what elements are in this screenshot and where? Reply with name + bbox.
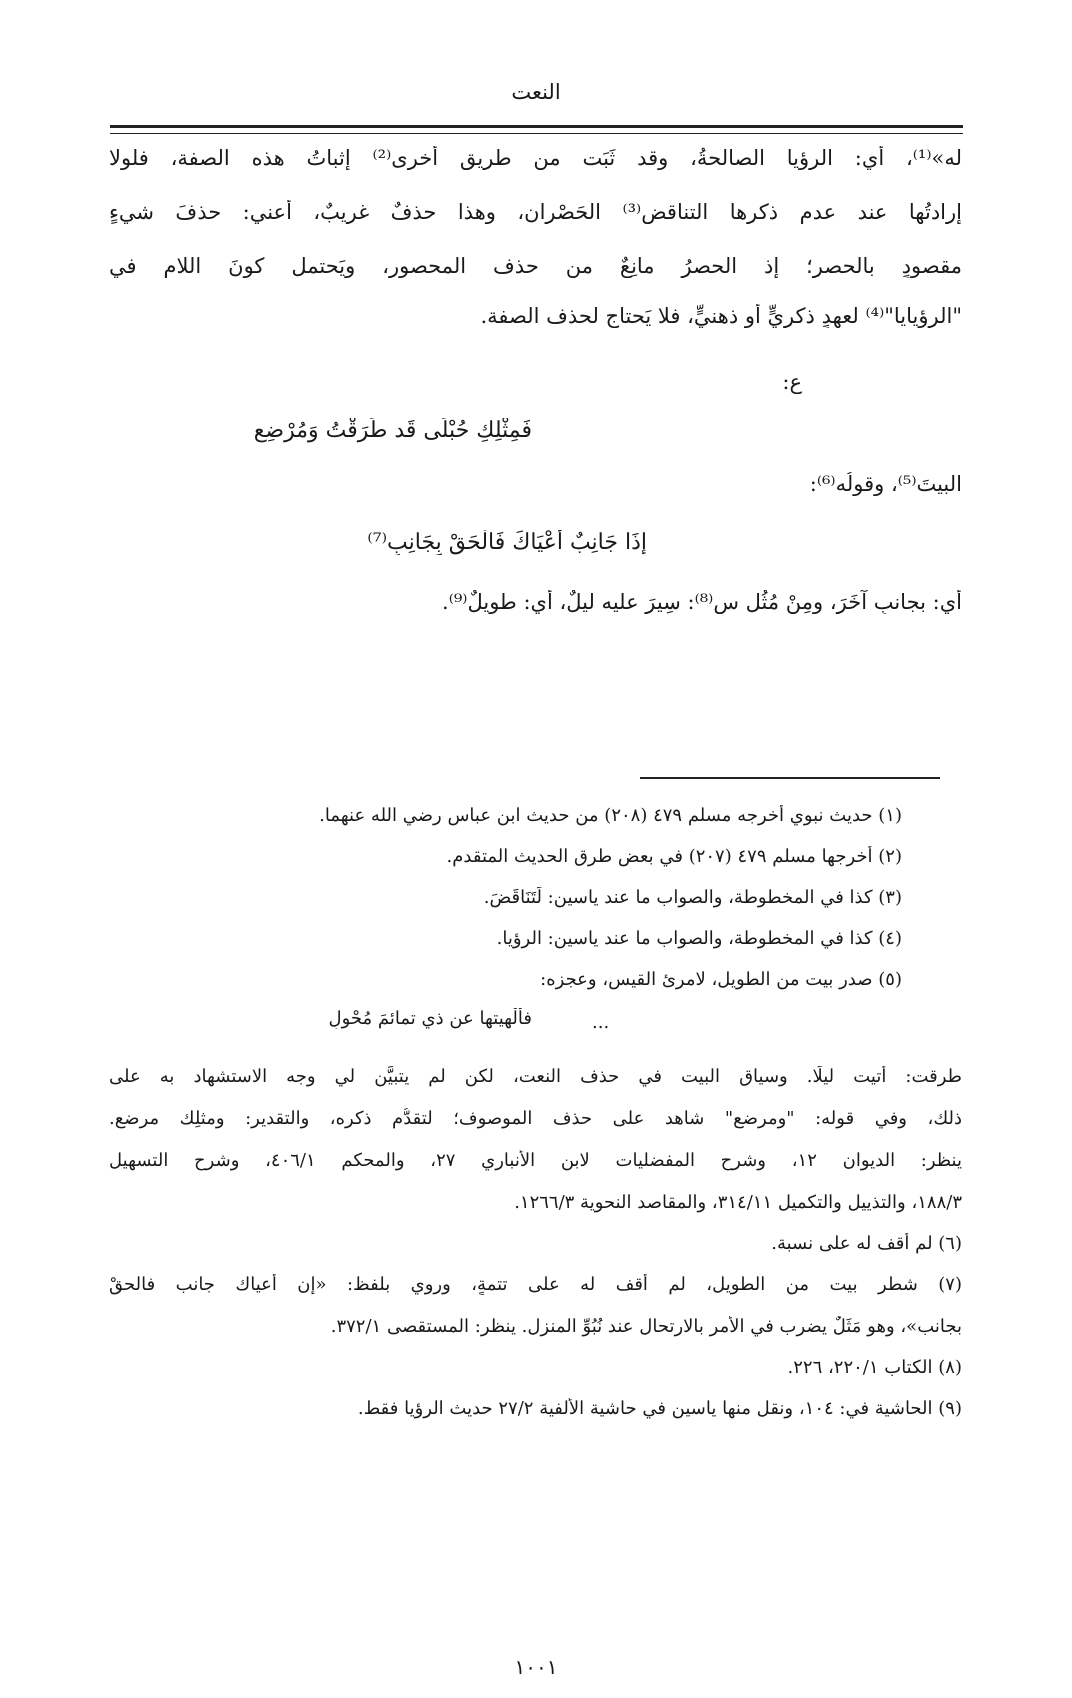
footnote-5-cont-4: ١٨٨/٣، والتذييل والتكميل ٣١٤/١١، والمقاصد النحوية ١٢٦٦/٣. <box>514 1192 962 1213</box>
page-number: ١٠٠١ <box>514 1655 558 1679</box>
closing-line: أي: بجانبٍ آخَرَ، ومِنْ مُثُل س⁽⁸⁾: سِيرَ عليه ليلٌ، أي: طويلٌ⁽⁹⁾. <box>442 590 962 614</box>
running-title: النعت <box>511 80 561 104</box>
footnote-5-cont-3: ينظر: الديوان ١٢، وشرح المفضليات لابن الأنباري ٢٧، والمحكم ٤٠٦/١، وشرح التسهيل <box>109 1150 962 1171</box>
footnote-7-line-1: (٧) شطر بيت من الطويل، لم أقف له على تتمةٍ، وروي بلفظ: «إن أعياك جانب فالحقْ <box>109 1274 962 1295</box>
footnote-5-cont-1: طرقت: أتيت ليلًا. وسياق البيت في حذف النعت، لكن لم يتبيَّن لي وجه الاستشهاد به على <box>109 1066 962 1087</box>
after-verse-1: البيتَ⁽⁵⁾، وقولُه⁽⁶⁾: <box>809 472 962 496</box>
footnote-9: (٩) الحاشية في: ١٠٤، ونقل منها ياسين في حاشية الألفية ٢٧/٢ حديث الرؤيا فقط. <box>357 1398 962 1419</box>
footnote-5-verse-dots: ... <box>592 1012 610 1033</box>
footnote-5-verse: فألْهيتها عن ذي تمائمَ مُحْوِلِ <box>328 1008 532 1029</box>
footnote-5: (٥) صدر بيت من الطويل، لامرئ القيس، وعجزه: <box>540 969 902 990</box>
verse-1: فَمِثْلِكِ حُبْلَى قَد طَرَقْتُ وَمُرْضِعِ <box>253 418 532 443</box>
footnote-7-line-2: بجانب»، وهو مَثَلٌ يضرب في الأمر بالارتحال عند نُبُوِّ المنزل. ينظر: المستقصى ٣٧٢/١. <box>330 1316 962 1337</box>
body-line-2: إرادتُها عند عدم ذكرها التناقض⁽³⁾ الحَصْران، وهذا حذفٌ غريبٌ، أعني: حذفَ شيءٍ <box>109 200 962 224</box>
footnote-1: (١) حديث نبوي أخرجه مسلم ٤٧٩ (٢٠٨) من حديث ابن عباس رضي الله عنهما. <box>319 805 902 826</box>
body-line-4: "الرؤيايا"⁽⁴⁾ لعهدٍ ذكريٍّ أو ذهنيٍّ، فلا يَحتاج لحذف الصفة. <box>480 304 962 328</box>
footnote-3: (٣) كذا في المخطوطة، والصواب ما عند ياسين: لَتَنَاقَضَ. <box>483 887 902 908</box>
header-rule-thick <box>110 125 963 128</box>
footnote-6: (٦) لم أقف له على نسبة. <box>771 1233 962 1254</box>
footnote-8: (٨) الكتاب ٢٢٠/١، ٢٢٦. <box>787 1357 962 1378</box>
footnote-separator <box>640 777 940 779</box>
footnote-4: (٤) كذا في المخطوطة، والصواب ما عند ياسين: الرؤيا. <box>496 928 902 949</box>
footnote-5-cont-2: ذلك، وفي قوله: "ومرضعٍ" شاهد على حذف الموصوف؛ لتقدُّم ذكره، والتقدير: ومثلِك مرضعٍ. <box>109 1108 962 1129</box>
verse-2: إِذَا جَانِبٌ أَعْيَاكَ فَالْحَقْ بِجَانِبِ⁽⁷⁾ <box>367 530 647 555</box>
body-line-1: له»⁽¹⁾، أي: الرؤيا الصالحةُ، وقد ثَبَت من طريقٍ أخرى⁽²⁾ إثباتُ هذه الصفة، فلولا <box>109 146 962 170</box>
header-rule-thin <box>110 133 963 134</box>
verse-marker: ع: <box>782 370 802 394</box>
footnote-2: (٢) أخرجها مسلم ٤٧٩ (٢٠٧) في بعض طرق الحديث المتقدم. <box>446 846 902 867</box>
body-line-3: مقصودٍ بالحصر؛ إذ الحصرُ مانِعٌ من حذف المحصور، ويَحتمل كونَ اللامِ في <box>109 254 962 278</box>
